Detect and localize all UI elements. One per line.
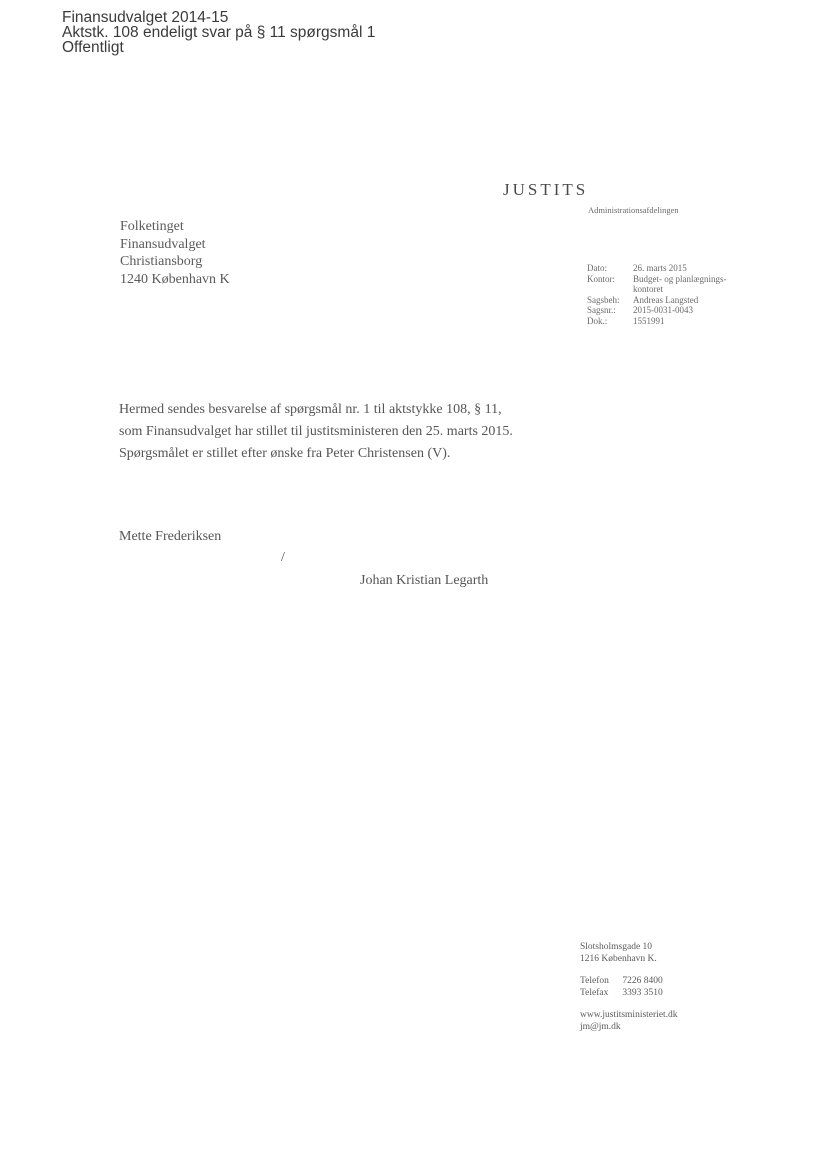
recipient-line: Folketinget xyxy=(120,219,184,234)
phone-label: Telefon xyxy=(580,976,609,986)
signature-separator: / xyxy=(281,550,285,565)
footer-phone xyxy=(580,976,678,988)
case-metadata xyxy=(587,263,753,326)
meta-value: 1551991 xyxy=(633,315,665,326)
fax-value: 3393 3510 xyxy=(622,987,663,998)
meta-value: Budget- og planlægnings- xyxy=(633,273,727,284)
meta-row-case-number xyxy=(587,305,753,316)
stamp-line-committee: Finansudvalget 2014-15 xyxy=(62,9,229,26)
meta-row-office-cont xyxy=(587,284,753,295)
footer-email: jm@jm.dk xyxy=(580,1021,621,1032)
footer-address-street: Slotsholmsgade 10 xyxy=(580,942,653,952)
meta-label: Sagsnr.: xyxy=(587,305,616,315)
recipient-line: Finansudvalget xyxy=(120,236,206,252)
phone-value: 7226 8400 xyxy=(622,976,663,986)
document-stamp xyxy=(62,10,375,55)
body-line: som Finansudvalget har stillet til justitsministeren den 25. marts 2015. xyxy=(119,424,513,439)
meta-row-handler xyxy=(587,295,753,306)
meta-value: Andreas Langsted xyxy=(633,294,699,305)
meta-row-date xyxy=(587,263,753,274)
body-line: Spørgsmålet er stillet efter ønske fra Peter Christensen (V). xyxy=(119,446,451,461)
recipient-address xyxy=(120,218,230,288)
meta-label: Dok.: xyxy=(587,315,608,326)
stamp-line-status: Offentligt xyxy=(62,39,124,56)
ministry-contact-footer xyxy=(580,942,678,1033)
meta-label xyxy=(587,284,633,295)
meta-label: Dato: xyxy=(587,263,607,273)
department-name: Administrationsafdelingen xyxy=(588,205,679,215)
meta-label: Kontor: xyxy=(587,273,615,284)
ministry-logo: JUSTITS xyxy=(503,180,589,199)
stamp-line-title: Aktstk. 108 endeligt svar på § 11 spørgsmål 1 xyxy=(62,24,376,41)
meta-row-office xyxy=(587,274,753,285)
recipient-line: 1240 København K xyxy=(120,271,230,287)
meta-label: Sagsbeh: xyxy=(587,294,620,305)
meta-value: 26. marts 2015 xyxy=(633,263,687,273)
recipient-line: Christiansborg xyxy=(120,254,203,269)
footer-website: www.justitsministeriet.dk xyxy=(580,1010,678,1020)
letter-body xyxy=(119,399,513,465)
body-line: Hermed sendes besvarelse af spørgsmål nr. 1 til aktstykke 108, § 11, xyxy=(119,402,502,417)
meta-value: kontoret xyxy=(633,284,663,294)
fax-label: Telefax xyxy=(580,987,609,998)
signature-official: Johan Kristian Legarth xyxy=(360,573,489,588)
footer-fax xyxy=(580,988,678,1000)
meta-value: 2015-0031-0043 xyxy=(633,305,693,315)
meta-row-document xyxy=(587,316,753,327)
signature-minister: Mette Frederiksen xyxy=(119,529,222,544)
footer-address-city: 1216 København K. xyxy=(580,953,657,964)
